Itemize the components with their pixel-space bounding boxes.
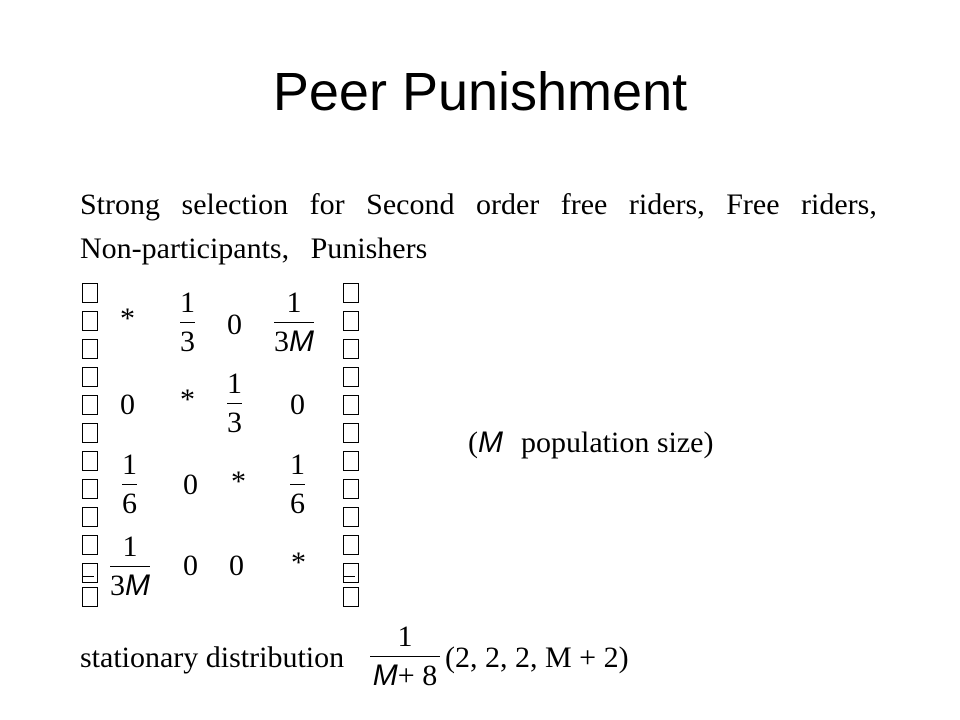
matrix-left-bracket-corner: [82, 576, 94, 577]
selection-word: free: [560, 188, 608, 221]
selection-line-2: [80, 229, 441, 269]
matrix-cell-r2c4: 0: [290, 388, 305, 421]
right-bracket-segment: [343, 395, 359, 415]
matrix-cell-r3c2: 0: [183, 468, 198, 501]
matrix-cell-r2c1: 0: [120, 388, 135, 421]
selection-word: order: [475, 188, 540, 221]
left-bracket-segment: [82, 535, 98, 555]
matrix-cell-r4c3: 0: [229, 549, 244, 582]
right-bracket-segment: [343, 451, 359, 471]
left-bracket-segment: [82, 479, 98, 499]
matrix-cell-r3c3: *: [231, 465, 246, 498]
left-bracket-segment: [82, 367, 98, 387]
matrix-cell-r2c3: 1 3: [227, 367, 242, 439]
selection-word: riders,: [628, 188, 705, 221]
matrix-cell-r1c1: *: [120, 302, 135, 335]
right-bracket-segment: [343, 283, 359, 303]
left-bracket-segment: [82, 339, 98, 359]
right-bracket-segment: [343, 339, 359, 359]
stationary-vector: (2, 2, 2, M + 2): [445, 641, 629, 674]
matrix-cell-r4c1: 1 3M: [110, 530, 150, 602]
right-bracket-segment: [343, 311, 359, 331]
right-bracket-segment: [343, 535, 359, 555]
stationary-fraction-den-rest: + 8: [397, 659, 438, 692]
stationary-label: stationary distribution: [80, 641, 345, 674]
matrix-cell-r1c2: 1 3: [180, 286, 195, 358]
selection-word: for: [309, 188, 345, 221]
left-bracket-segment: [82, 587, 98, 607]
left-bracket-segment: [82, 311, 98, 331]
selection-word: Strong: [80, 188, 161, 221]
matrix-cell-r1c4: 1 3M: [274, 286, 314, 358]
selection-word: riders,: [801, 188, 877, 221]
stationary-fraction: [370, 621, 440, 692]
selection-word: selection: [181, 188, 289, 221]
selection-word: Non-participants,: [80, 232, 290, 265]
right-bracket-segment: [343, 423, 359, 443]
selection-word: Second: [366, 188, 455, 221]
left-bracket-segment: [82, 451, 98, 471]
left-bracket-segment: [82, 283, 98, 303]
left-bracket-segment: [82, 507, 98, 527]
note-open-paren: (: [468, 426, 478, 459]
right-bracket-segment: [343, 587, 359, 607]
matrix-right-bracket-corner: [343, 576, 355, 577]
selection-word: Punishers: [310, 232, 428, 265]
selection-word: Free: [726, 188, 780, 221]
matrix-cell-r3c1: 1 6: [122, 448, 137, 520]
right-bracket-segment: [343, 479, 359, 499]
note-text: population size): [521, 426, 714, 459]
matrix-cell-r4c4: *: [291, 546, 306, 579]
selection-line-1: [80, 185, 891, 225]
right-bracket-segment: [343, 507, 359, 527]
matrix-cell-r4c2: 0: [183, 549, 198, 582]
matrix-cell-r3c4: 1 6: [290, 448, 305, 520]
left-bracket-segment: [82, 395, 98, 415]
note-symbol: M: [478, 426, 503, 459]
left-bracket-segment: [82, 563, 98, 583]
left-bracket-segment: [82, 423, 98, 443]
matrix-cell-r1c3: 0: [227, 308, 242, 341]
stationary-fraction-num: 1: [397, 620, 413, 653]
right-bracket-segment: [343, 563, 359, 583]
population-note: [468, 425, 713, 461]
matrix-cell-r2c2: *: [180, 383, 195, 416]
page-title: Peer Punishment: [272, 62, 688, 122]
stationary-fraction-den-symbol: M: [372, 659, 398, 692]
right-bracket-segment: [343, 367, 359, 387]
